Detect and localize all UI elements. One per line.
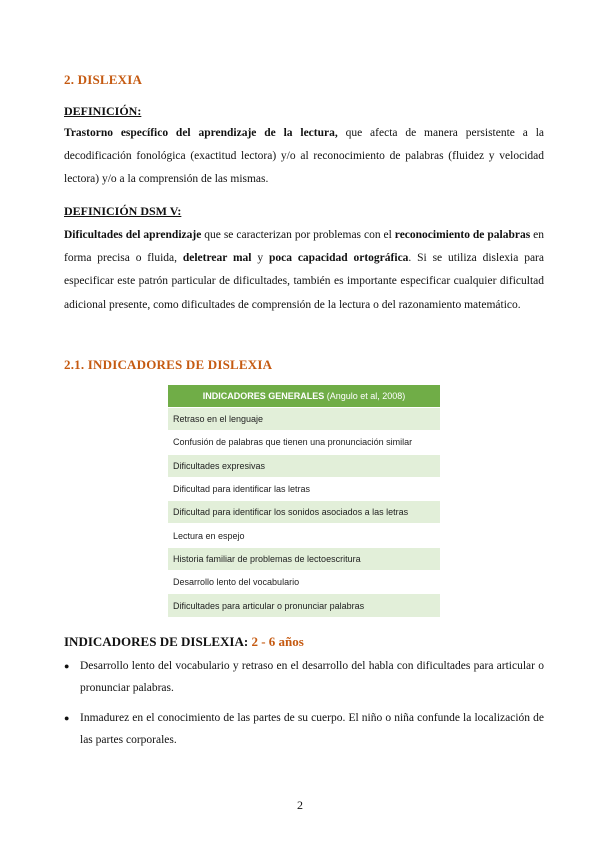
definition-bold: Trastorno específico del aprendizaje de la lectura, (64, 127, 338, 139)
dsm-heading: DEFINICIÓN DSM V: (64, 204, 182, 218)
table-cell: Historia familiar de problemas de lectoescritura (168, 547, 440, 570)
table-cell: Dificultad para identificar las letras (168, 477, 440, 500)
list-item (64, 655, 544, 699)
dsm-bold-1: Dificultades del aprendizaje (64, 229, 202, 241)
table-row (168, 571, 440, 594)
dsm-text-4: . Si se utiliza dislexia para especificar este patrón particular de dificultades, también es importante especificar cualquier dificultad adicional presente, como dificultades de comprensión de la lectura o del razonamiento matemático. (64, 252, 544, 311)
table-cell: Retraso en el lenguaje (168, 408, 440, 431)
table-cell: Confusión de palabras que tienen una pronunciación similar (168, 431, 440, 454)
table-header-row (168, 385, 440, 408)
age-section-heading (64, 634, 304, 650)
dsm-paragraph (64, 224, 544, 317)
table-header-label: INDICADORES GENERALES (202, 391, 325, 401)
dsm-text-2: en forma precisa o fluida, (64, 229, 544, 265)
table-row (168, 477, 440, 500)
table-row (168, 408, 440, 431)
section-number: 2. (64, 72, 75, 87)
bullet-icon: ● (64, 713, 70, 723)
list-item (64, 707, 544, 751)
table-cell: Dificultades para articular o pronunciar palabras (168, 594, 440, 617)
section-title: DISLEXIA (77, 72, 143, 87)
definition-paragraph (64, 122, 544, 192)
section-heading (64, 72, 142, 88)
subsection-number: 2.1. (64, 357, 85, 372)
indicators-table (168, 385, 440, 617)
table-row (168, 431, 440, 454)
table-cell: Lectura en espejo (168, 524, 440, 547)
list-item-text: Desarrollo lento del vocabulario y retraso en el desarrollo del habla con dificultades para articular o pronunciar palabras. (80, 660, 544, 694)
table-row (168, 524, 440, 547)
bullet-icon: ● (64, 661, 70, 671)
list-item-text: Inmadurez en el conocimiento de las partes de su cuerpo. El niño o niña confunde la localización de las partes corporales. (80, 712, 544, 746)
dsm-text-1: que se caracterizan por problemas con el (201, 229, 395, 241)
definition-text: que afecta de manera persistente a la decodificación fonológica (exactitud lectora) y/o al reconocimiento de palabras (fluidez y velocidad lectora) y/o a la comprensión de las mismas. (64, 127, 545, 186)
dsm-bold-4: poca capacidad ortográfica (268, 252, 409, 265)
table-row (168, 454, 440, 477)
subsection-title: INDICADORES DE DISLEXIA (87, 357, 273, 372)
age-section-title: INDICADORES DE DISLEXIA: (64, 634, 252, 649)
table-row (168, 547, 440, 570)
age-indicator-list (64, 655, 544, 759)
table-source: (Angulo et al, 2008) (324, 391, 406, 401)
age-range: 2 - 6 años (251, 634, 304, 649)
table-header (168, 385, 440, 408)
page-number: 2 (297, 798, 303, 812)
dsm-bold-2: reconocimiento de palabras (394, 229, 531, 241)
table-cell: Desarrollo lento del vocabulario (168, 571, 440, 594)
subsection-heading (64, 357, 272, 373)
table-cell: Dificultades expresivas (168, 454, 440, 477)
definition-heading: DEFINICIÓN: (64, 104, 142, 118)
dsm-text-3: y (251, 252, 269, 265)
table-row (168, 501, 440, 524)
table-row (168, 594, 440, 617)
dsm-bold-3: deletrear mal (182, 252, 252, 265)
table-cell: Dificultad para identificar los sonidos asociados a las letras (168, 501, 440, 524)
